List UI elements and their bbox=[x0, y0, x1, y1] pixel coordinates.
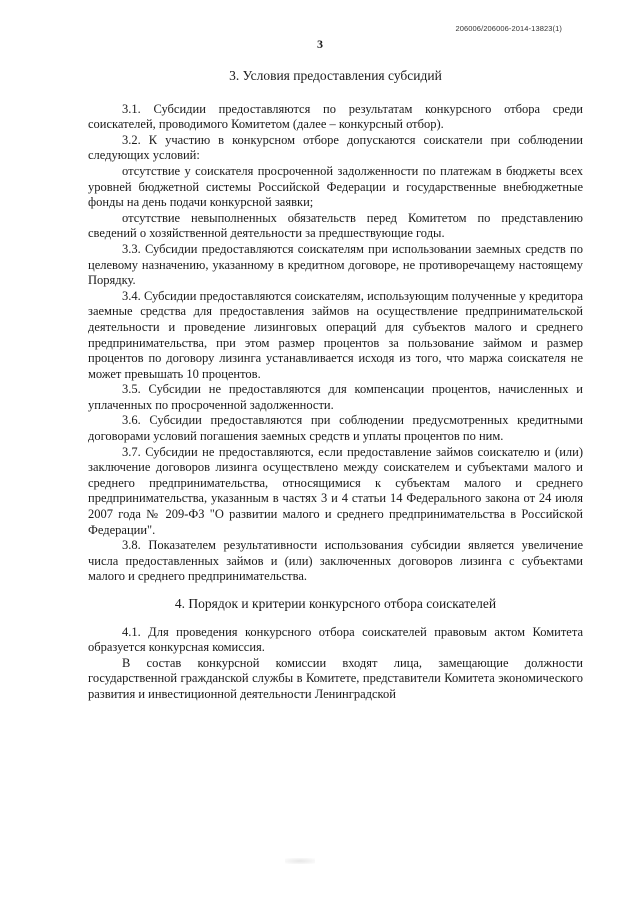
page-number: 3 bbox=[317, 37, 323, 51]
paragraph-3-7: 3.7. Субсидии не предоставляются, если предоставление займов соискателю и (или) заключение договоров лизинга осуществлено между соискателем и субъектами малого и среднего предпринимательства, относящимися к субъектам малого и среднего предпринимательства, указанным в частях 3 и 4 статьи 14 Федерального закона от 24 июля 2007 года № 209-ФЗ "О развитии малого и среднего предпринимательства в Российской Федерации". bbox=[88, 444, 583, 537]
paragraph-3-6: 3.6. Субсидии предоставляются при соблюдении предусмотренных кредитными договорами условий погашения заемных средств и уплаты процентов по ним. bbox=[88, 413, 583, 444]
section-3-title: 3. Условия предоставления субсидий bbox=[229, 68, 442, 83]
paragraph-3-2: 3.2. К участию в конкурсном отборе допускаются соискатели при соблюдении следующих условий: bbox=[88, 132, 583, 163]
paragraph-commission-composition: В состав конкурсной комиссии входят лица, замещающие должности государственной гражданской службы в Комитете, представители Комитета экономического развития и инвестиционной деятельности Ленинградской bbox=[88, 655, 583, 701]
paragraph-3-4: 3.4. Субсидии предоставляются соискателям, использующим полученные у кредитора заемные средства для предоставления займов на осуществление предпринимательской деятельности и проведение лизинговых операций для субъектов малого и среднего предпринимательства, при этом размер процентов за пользование займом и размер процентов по договору лизинга устанавливается исходя из того, что маржа соискателя не может превышать 10 процентов. bbox=[88, 288, 583, 381]
paragraph-3-5: 3.5. Субсидии не предоставляются для компенсации процентов, начисленных и уплаченных по просроченной задолженности. bbox=[88, 382, 583, 412]
section-4-title: 4. Порядок и критерии конкурсного отбора соискателей bbox=[174, 596, 497, 611]
document-id: 206006/206006-2014-13823(1) bbox=[455, 24, 562, 33]
paragraph-3-1: 3.1. Субсидии предоставляются по результатам конкурсного отбора среди соискателей, проводимого Комитетом (далее – конкурсный отбор). bbox=[88, 101, 583, 132]
document-body bbox=[88, 68, 583, 703]
paragraph-4-1: 4.1. Для проведения конкурсного отбора соискателей правовым актом Комитета образуется конкурсная комиссия. bbox=[88, 624, 583, 655]
paragraph-3-8: 3.8. Показателем результативности использования субсидии является увеличение числа предоставленных займов и (или) заключенных договоров лизинга с субъектами малого и среднего предпринимательства. bbox=[88, 538, 583, 584]
paragraph-condition-2: отсутствие невыполненных обязательств перед Комитетом по представлению сведений о хозяйственной деятельности за предшествующие годы. bbox=[88, 210, 583, 241]
scan-smudge bbox=[285, 858, 315, 864]
paragraph-condition-1: отсутствие у соискателя просроченной задолженности по платежам в бюджеты всех уровней бюджетной системы Российской Федерации и государственные внебюджетные фонды на день подачи конкурсной заявки; bbox=[88, 163, 583, 210]
paragraph-3-3: 3.3. Субсидии предоставляются соискателям при использовании заемных средств по целевому назначению, указанному в кредитном договоре, не противоречащему настоящему Порядку. bbox=[88, 241, 583, 288]
